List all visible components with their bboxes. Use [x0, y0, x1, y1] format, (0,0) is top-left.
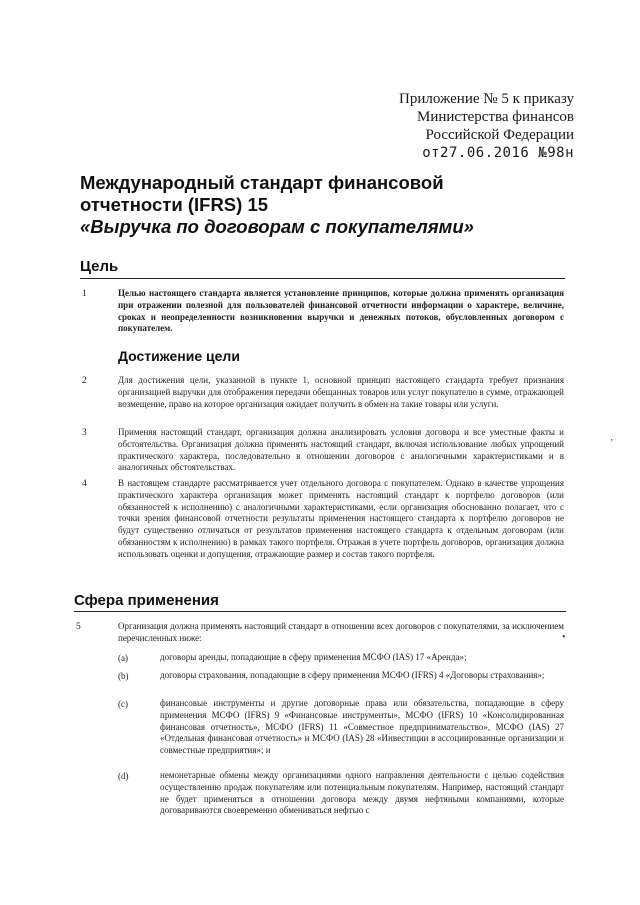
section-rule-scope [74, 611, 566, 612]
paragraph-1: Целью настоящего стандарта является установление принципов, которые должна применять организация при отражении полезной для пользователей финансовой отчетности информации о характере, величине, сроках и неопределенности возникновения выручки и денежных потоков, обусловленных договором с покупателем. [118, 288, 564, 334]
list-item-a: договоры аренды, попадающие в сферу применения МСФО (IAS) 17 «Аренда»; [160, 652, 467, 662]
list-item-label-b: (b) [118, 671, 129, 681]
paragraph-3: Применяя настоящий стандарт, организация должна анализировать условия договора и все уместные факты и обстоятельства. Организация должна применять настоящий стандарт, включая использование любых упрощений практического характера, последовательно в отношении договоров с аналогичными характеристиками и в аналогичных обстоятельствах. [118, 427, 564, 473]
appendix-line-1: Приложение № 5 к приказу [399, 91, 574, 107]
scan-mark: ’ [610, 438, 614, 449]
paragraph-number-3: 3 [82, 428, 87, 438]
paragraph-number-4: 4 [82, 479, 87, 489]
paragraph-4: В настоящем стандарте рассматривается учет отдельного договора с покупателем. Однако в качестве упрощения практического характера организация может применять настоящий стандарт к портфелю договоров (или обязанностей к исполнению) с аналогичными характеристиками, если организация обоснованно полагает, что с точки зрения финансовой отчетности результаты применения настоящего стандарта к портфелю договоров не будут существенно отличаться от результатов применения настоящего стандарта к отдельным договорам (или обязанностям к исполнению) в рамках такого портфеля. Отражая в учете портфель договоров, организация должна использовать оценки и допущения, отражающие размер и состав такого портфеля. [118, 478, 564, 559]
appendix-line-3: Российской Федерации [425, 127, 574, 143]
list-item-label-d: (d) [118, 771, 129, 781]
appendix-line-2: Министерства финансов [417, 109, 574, 125]
document-title [80, 172, 550, 238]
title-line-1: Международный стандарт финансовой [80, 172, 444, 193]
list-item-label-c: (c) [118, 699, 128, 709]
paragraph-number-2: 2 [82, 376, 87, 386]
paragraph-5: Организация должна применять настоящий стандарт в отношении всех договоров с покупателями, за исключением перечисленных ниже: [118, 621, 564, 643]
appendix-date: от27.06.2016 №98н [422, 145, 574, 161]
paragraph-number-5: 5 [76, 622, 81, 632]
list-item-b: договоры страхования, попадающие в сферу применения МСФО (IFRS) 4 «Договоры страхования»; [160, 670, 545, 680]
list-item-label-a: (a) [118, 653, 128, 663]
title-line-2: отчетности (IFRS) 15 [80, 194, 269, 215]
list-item-c: финансовые инструменты и другие договорные права или обязательства, попадающие в сферу применения МСФО (IFRS) 9 «Финансовые инструменты», МСФО (IFRS) 10 «Консолидированная финансовая отчетность», МСФО (IFRS) 11 «Совместное предпринимательство», МСФО (IAS) 27 «Отдельная финансовая отчетность» и МСФО (IAS) 28 «Инвестиции в ассоциированные организации и совместные предприятия»; и [160, 698, 564, 756]
section-heading-scope: Сфера применения [74, 592, 219, 609]
section-rule-goal [80, 278, 565, 279]
title-line-3: «Выручка по договорам с покупателями» [80, 216, 474, 237]
section-heading-achieve: Достижение цели [118, 348, 240, 364]
list-item-d: немонетарные обмены между организациями одного направления деятельности с целью содействия осуществлению продаж покупателям или потенциальным покупателям. Например, настоящий стандарт не будет применяться в отношении договора между двумя нефтяными компаниями, которые договариваются своевременно обмениваться нефтью с [160, 770, 564, 816]
paragraph-2: Для достижения цели, указанной в пункте 1, основной принцип настоящего стандарта требует признания организацией выручки для отображения передачи обещанных товаров или услуг покупателю в сумме, отражающей возмещение, право на которое организация ожидает получить в обмен на такие товары или услуги. [118, 375, 564, 409]
section-heading-goal: Цель [80, 258, 119, 275]
scan-mark: • [562, 632, 566, 643]
paragraph-number-1: 1 [82, 289, 87, 299]
appendix-block [354, 90, 574, 162]
